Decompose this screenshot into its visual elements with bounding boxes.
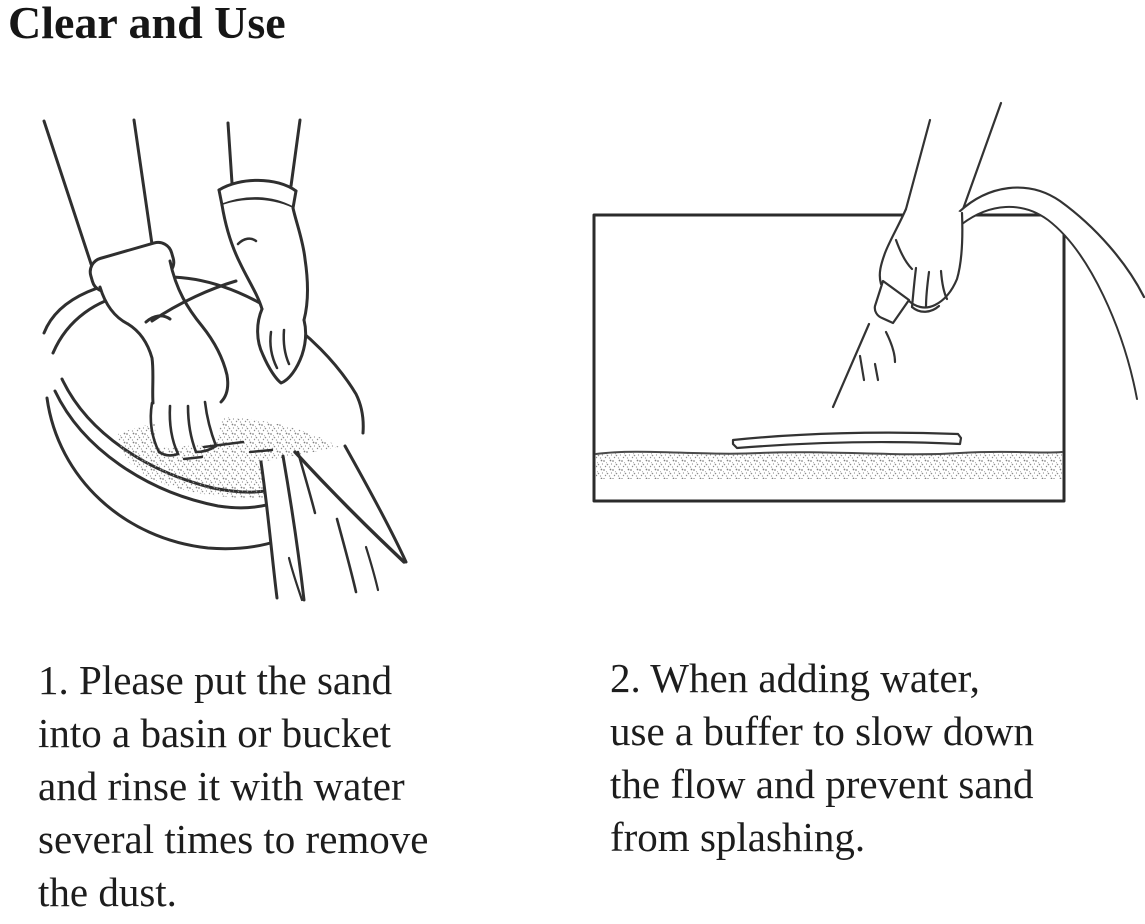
caption-line: several times to remove <box>38 816 429 862</box>
caption-line: into a basin or bucket <box>38 710 391 756</box>
rinse-sand-illustration <box>44 120 406 600</box>
hose-drawing <box>959 188 1145 399</box>
sand-layer-drawing <box>596 452 1062 479</box>
water-stream-drawing <box>261 446 406 600</box>
caption-line: and rinse it with water <box>38 763 405 809</box>
hand-drawing <box>875 205 963 323</box>
caption-line: the dust. <box>38 869 177 915</box>
left-hand-drawing <box>100 260 236 455</box>
page-title: Clear and Use <box>8 0 286 48</box>
right-arm-drawing <box>219 120 300 208</box>
caption-line: 2. When adding water, <box>610 655 980 701</box>
caption-line: 1. Please put the sand <box>38 657 393 703</box>
step-1-caption <box>38 654 429 919</box>
caption-line: the flow and prevent sand <box>610 761 1034 807</box>
caption-line: from splashing. <box>610 814 866 860</box>
water-spray-drawing <box>833 324 895 407</box>
buffer-strip <box>733 433 961 448</box>
step-2-caption <box>610 652 1034 864</box>
caption-line: use a buffer to slow down <box>610 708 1034 754</box>
add-water-illustration <box>594 103 1145 501</box>
